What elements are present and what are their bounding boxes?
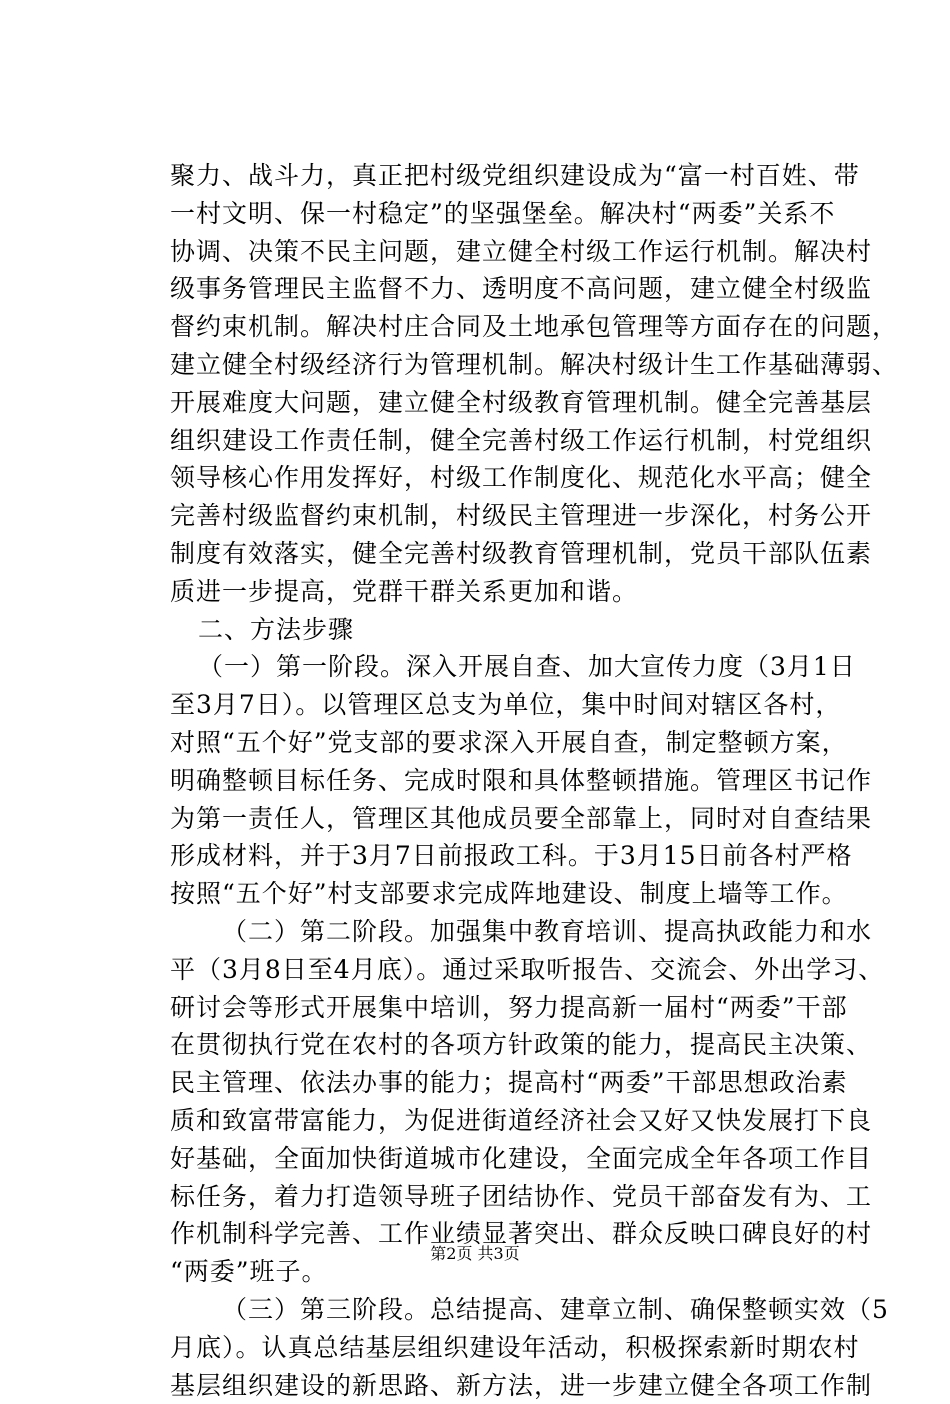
body-line-5: 督约束机制。解决村庄合同及土地承包管理等方面存在的问题， [170, 308, 850, 346]
body-line-28: 标任务，着力打造领导班子团结协作、党员干部奋发有为、工 [170, 1178, 850, 1216]
body-line-8: 组织建设工作责任制，健全完善村级工作运行机制，村党组织 [170, 422, 850, 460]
body-line-4: 级事务管理民主监督不力、透明度不高问题，建立健全村级监 [170, 270, 850, 308]
section-heading-methods: 二、方法步骤 [170, 611, 850, 649]
body-line-17: 明确整顿目标任务、完成时限和具体整顿措施。管理区书记作 [170, 762, 850, 800]
body-line-20: 按照“五个好”村支部要求完成阵地建设、制度上墙等工作。 [170, 875, 850, 913]
body-line-1: 聚力、战斗力，真正把村级党组织建设成为“富一村百姓、带 [170, 157, 850, 195]
body-line-25: 民主管理、依法办事的能力；提高村“两委”干部思想政治素 [170, 1064, 850, 1102]
body-line-16: 对照“五个好”党支部的要求深入开展自查，制定整顿方案， [170, 724, 850, 762]
body-line-12: 质进一步提高，党群干群关系更加和谐。 [170, 573, 850, 611]
body-line-6: 建立健全村级经济行为管理机制。解决村级计生工作基础薄弱、 [170, 346, 850, 384]
body-line-14: （一）第一阶段。深入开展自查、加大宣传力度（3月1日 [170, 648, 850, 686]
body-line-11: 制度有效落实，健全完善村级教育管理机制，党员干部队伍素 [170, 535, 850, 573]
body-line-23: 研讨会等形式开展集中培训，努力提高新一届村“两委”干部 [170, 989, 850, 1027]
body-line-31: （三）第三阶段。总结提高、建章立制、确保整顿实效（5 [170, 1291, 850, 1329]
body-line-21: （二）第二阶段。加强集中教育培训、提高执政能力和水 [170, 913, 850, 951]
body-line-29: 作机制科学完善、工作业绩显著突出、群众反映口碑良好的村 [170, 1215, 850, 1253]
body-line-24: 在贯彻执行党在农村的各项方针政策的能力，提高民主决策、 [170, 1026, 850, 1064]
body-line-19: 形成材料，并于3月7日前报政工科。于3月15日前各村严格 [170, 837, 850, 875]
body-line-2: 一村文明、保一村稳定”的坚强堡垒。解决村“两委”关系不 [170, 195, 850, 233]
body-line-10: 完善村级监督约束机制，村级民主管理进一步深化，村务公开 [170, 497, 850, 535]
body-line-9: 领导核心作用发挥好，村级工作制度化、规范化水平高；健全 [170, 459, 850, 497]
page-number-footer: 第2页 共3页 [0, 1244, 950, 1264]
body-line-33: 基层组织建设的新思路、新方法，进一步建立健全各项工作制 [170, 1367, 850, 1404]
body-line-32: 月底）。认真总结基层组织建设年活动，积极探索新时期农村 [170, 1329, 850, 1367]
body-line-3: 协调、决策不民主问题，建立健全村级工作运行机制。解决村 [170, 233, 850, 271]
body-line-18: 为第一责任人，管理区其他成员要全部靠上，同时对自查结果 [170, 800, 850, 838]
body-line-30: “两委”班子。 [170, 1253, 850, 1291]
body-line-27: 好基础，全面加快街道城市化建设，全面完成全年各项工作目 [170, 1140, 850, 1178]
body-line-15: 至3月7日）。以管理区总支为单位，集中时间对辖区各村， [170, 686, 850, 724]
body-line-7: 开展难度大问题，建立健全村级教育管理机制。健全完善基层 [170, 384, 850, 422]
body-line-22: 平（3月8日至4月底）。通过采取听报告、交流会、外出学习、 [170, 951, 850, 989]
document-body [170, 157, 850, 1404]
body-line-26: 质和致富带富能力，为促进街道经济社会又好又快发展打下良 [170, 1102, 850, 1140]
